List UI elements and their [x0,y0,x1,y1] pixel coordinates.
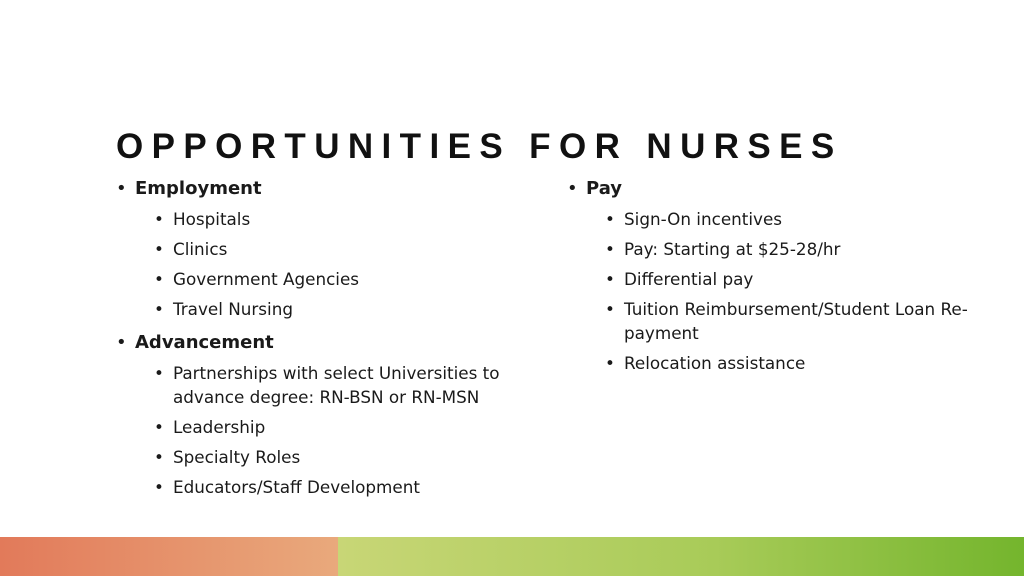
right-column [567,177,987,385]
list-item: • Government Agencies [135,267,536,291]
section-pay [567,177,987,375]
section-heading: Advancement [135,332,274,353]
list-item: • Sign-On incentives [586,207,987,231]
section-employment [116,177,536,321]
left-column [116,177,536,509]
section-heading: Employment [135,178,262,199]
list-item: • Differential pay [586,267,987,291]
list-item: • Clinics [135,237,536,261]
list-item: • Partnerships with select Universities to advance degree: RN-BSN or RN-MSN [135,361,536,409]
footer-bar-green [338,537,1024,576]
list-item: • Educators/Staff Development [135,475,536,499]
slide-title: OPPORTUNITIES FOR NURSES [116,127,843,166]
pay-list [586,207,987,375]
list-item: • Travel Nursing [135,297,536,321]
section-advancement [116,331,536,499]
list-item: • Leadership [135,415,536,439]
employment-list [135,207,536,321]
list-item: • Pay: Starting at $25-28/hr [586,237,987,261]
section-heading: Pay [586,178,623,199]
list-item: • Relocation assistance [586,351,987,375]
footer-bar-orange [0,537,338,576]
list-item: • Specialty Roles [135,445,536,469]
list-item: • Hospitals [135,207,536,231]
list-item: • Tuition Reimbursement/Student Loan Re-payment [586,297,987,345]
advancement-list [135,361,536,499]
